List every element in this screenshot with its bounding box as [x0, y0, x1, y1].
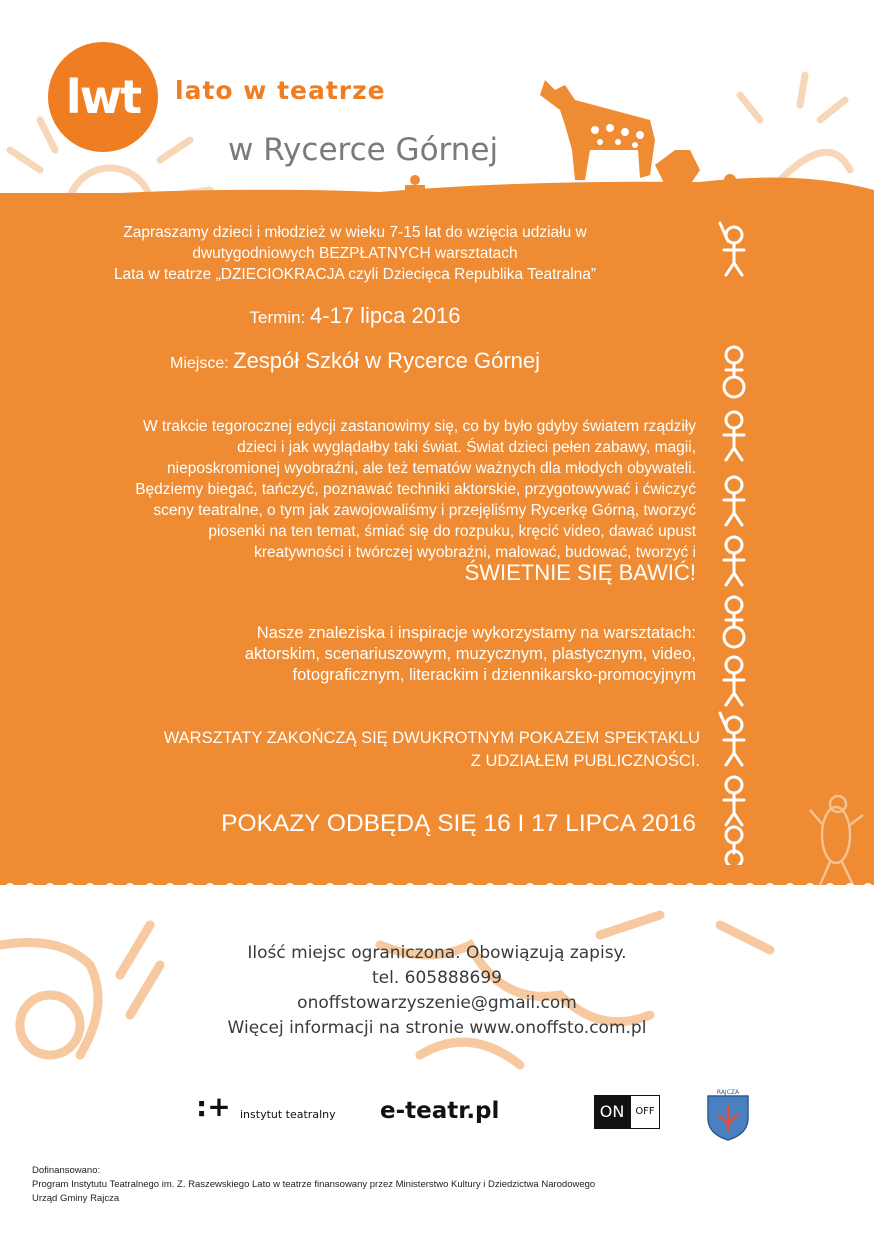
kids-figures-column [712, 205, 760, 865]
intro-text [40, 222, 670, 285]
footer-cofunded-label: Dofinansowano: [32, 1165, 101, 1176]
term-line [40, 303, 670, 329]
intro-line: Zapraszamy dzieci i młodzież w wieku 7-15 lat do wzięcia udziału w [123, 224, 587, 241]
fun-headline: ŚWIETNIE SIĘ BAWIĆ! [464, 560, 696, 585]
term-label: Termin: [249, 308, 306, 327]
place-label: Miejsce: [169, 355, 229, 372]
instytut-teatralny-logo [196, 1090, 346, 1130]
paragraph-line: dzieci i jak wyglądałby taki świat. Świat dzieci pełen zabawy, magii, [237, 439, 696, 456]
ending-line: WARSZTATY ZAKOŃCZĄ SIĘ DWUKROTNYM POKAZEM SPEKTAKLU [163, 729, 700, 747]
decorative-figure [808, 790, 868, 890]
paragraph-line: Będziemy biegać, tańczyć, poznawać techniki aktorskie, przygotowywać i ćwiczyć [135, 481, 696, 498]
place-value: Zespół Szkół w Rycerce Górnej [233, 348, 541, 373]
phone-text: tel. 605888699 [372, 968, 502, 988]
rajcza-label: RAJCZA [716, 1089, 740, 1096]
location-title: w Rycerce Górnej [228, 132, 499, 168]
workshops-text [110, 623, 696, 686]
instytut-logo-name: instytut teatralny [240, 1108, 336, 1121]
workshops-line: Nasze znaleziska i inspiracje wykorzystamy na warsztatach: [256, 624, 696, 642]
e-teatr-logo: e-teatr.pl [380, 1098, 500, 1124]
rajcza-coat-of-arms [706, 1088, 750, 1142]
instytut-logo-mark: :+ [196, 1090, 231, 1123]
paragraph-line: sceny teatralne, o tym jak zawojowaliśmy i przejęliśmy Rycerkę Górną, tworzyć [153, 502, 696, 519]
workshops-line: fotograficznym, literackim i dziennikarsko-promocyjnym [292, 666, 696, 684]
place-line [40, 348, 670, 374]
lwt-logo: lwt [48, 42, 158, 152]
term-value: 4-17 lipca 2016 [310, 303, 461, 328]
intro-line: dwutygodniowych BEZPŁATNYCH warsztatach [192, 245, 518, 262]
description-paragraph [48, 416, 696, 563]
paragraph-line: kreatywności i twórczej wyobraźni, malować, budować, tworzyć i [254, 544, 696, 561]
email-link[interactable]: onoffstowarzyszenie@gmail.com [297, 993, 577, 1013]
shows-headline: POKAZY ODBĘDĄ SIĘ 16 I 17 LIPCA 2016 [221, 810, 696, 837]
limited-seats-text: Ilość miejsc ograniczona. Obowiązują zapisy. [247, 943, 627, 963]
footer-program-text: Program Instytutu Teatralnego im. Z. Raszewskiego Lato w teatrze finansowany przez Ministerstwo Kultury i Dziedzictwa Narodowego [32, 1179, 596, 1190]
ending-line: Z UDZIAŁEM PUBLICZNOŚCI. [470, 752, 700, 770]
footer-gmina-text: Urząd Gminy Rajcza [32, 1193, 120, 1204]
logo-text: lato w teatrze [175, 76, 386, 105]
workshops-line: aktorskim, scenariuszowym, muzycznym, plastycznym, video, [244, 645, 696, 663]
paragraph-line: piosenki na ten temat, śmiać się do rozpuku, kręcić video, dawać upust [208, 523, 696, 540]
intro-line: Lata w teatrze „DZIECIOKRACJA czyli Dziecięca Republika Teatralna” [113, 266, 597, 283]
paragraph-line: nieposkromionej wyobraźni, ale też tematów ważnych dla młodych obywateli. [167, 460, 696, 477]
onoff-logo-off: OFF [630, 1095, 660, 1129]
onoff-logo-on: ON [594, 1095, 630, 1129]
ending-text [40, 727, 700, 773]
onoff-logo [594, 1085, 664, 1135]
paragraph-line: W trakcie tegorocznej edycji zastanowimy się, co by było gdyby światem rządziły [142, 418, 696, 435]
more-info-text: Więcej informacji na stronie www.onoffsto.com.pl [227, 1018, 647, 1038]
